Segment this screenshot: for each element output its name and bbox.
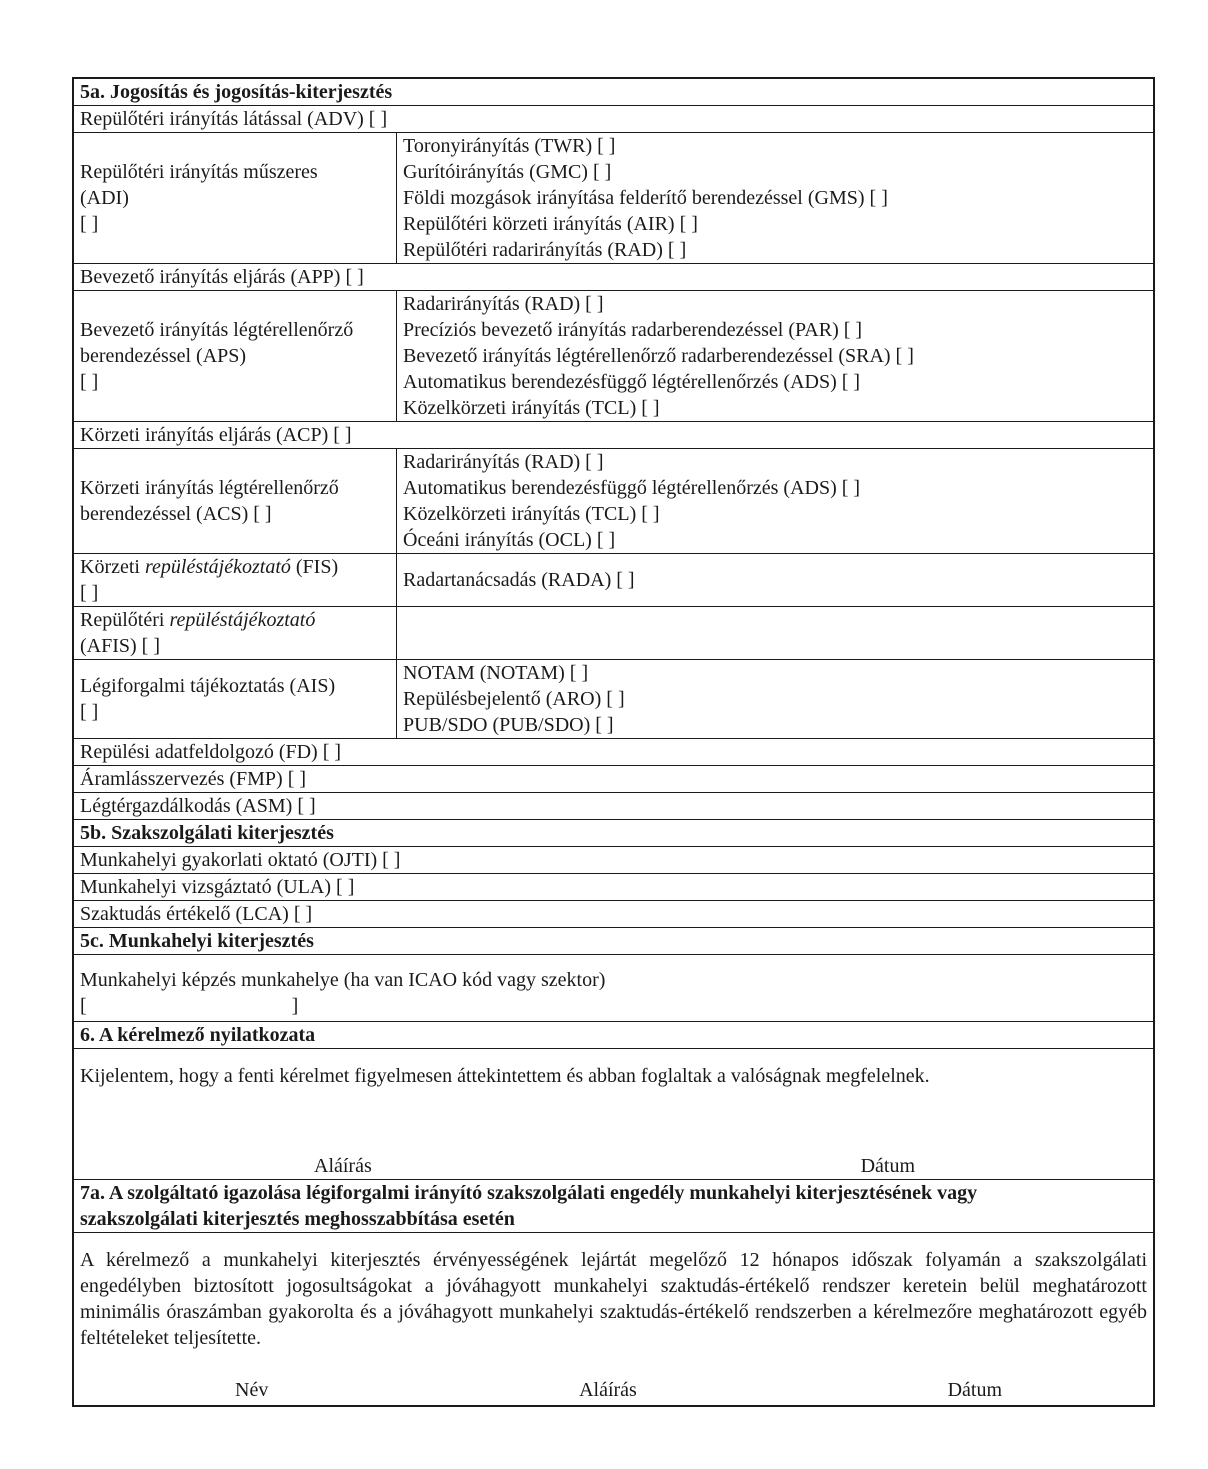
- ais-checkbox[interactable]: [ ]: [80, 701, 99, 723]
- ais-options: [397, 660, 1153, 738]
- date-label: Dátum: [860, 1155, 915, 1177]
- row-app: [74, 264, 1153, 291]
- workplace-field[interactable]: [ ]: [80, 995, 299, 1017]
- row-ojti: [74, 847, 1153, 874]
- row-7a-body: [74, 1233, 1153, 1405]
- air-option[interactable]: Repülőtéri körzeti irányítás (AIR) [ ]: [403, 213, 698, 235]
- row-fis: [74, 554, 1153, 607]
- fis-checkbox[interactable]: [ ]: [80, 582, 99, 604]
- aps-options: [397, 291, 1153, 421]
- certification-text: A kérelmező a munkahelyi kiterjesztés érvényességének lejártát megelőző 12 hónapos időszak folyamán a szakszolgálati engedélyben biztosított jogosultságokat a jóváhagyott munkahelyi szaktudás-értékelő rendszer keretein belül meghatározott minimális óraszámban gyakorolta és a jóváhagyott munkahelyi szaktudás-értékelő rendszerben a kérelmezőre meghatározott egyéb feltételeket teljesítette.: [80, 1249, 1147, 1349]
- aps-ads-option[interactable]: Automatikus berendezésfüggő légtérellenőrzés (ADS) [ ]: [403, 371, 861, 393]
- signature-label: Aláírás: [314, 1155, 372, 1177]
- aps-label: Bevezető irányítás légtérellenőrző berendezéssel (APS) [ ]: [74, 291, 397, 421]
- certification-signature-row: [80, 1377, 1147, 1403]
- fis-label: Körzeti repüléstájékoztató (FIS) [ ]: [74, 554, 397, 606]
- section-6-header: [74, 1022, 1153, 1049]
- row-fmp: [74, 766, 1153, 793]
- afis-checkbox[interactable]: (AFIS) [ ]: [80, 635, 160, 657]
- afis-label: Repülőtéri repüléstájékoztató (AFIS) [ ]: [74, 607, 397, 659]
- ais-label: Légiforgalmi tájékoztatás (AIS) [ ]: [74, 660, 397, 738]
- afis-options: [397, 607, 1153, 659]
- par-option[interactable]: Precíziós bevezető irányítás radarberendezéssel (PAR) [ ]: [403, 319, 863, 341]
- lca-option[interactable]: Szaktudás értékelő (LCA) [ ]: [80, 903, 313, 925]
- rad-option[interactable]: Repülőtéri radarirányítás (RAD) [ ]: [403, 239, 687, 261]
- section-6-title: 6. A kérelmező nyilatkozata: [80, 1024, 316, 1046]
- ojti-option[interactable]: Munkahelyi gyakorlati oktató (OJTI) [ ]: [80, 849, 401, 871]
- row-ais: [74, 660, 1153, 739]
- aro-option[interactable]: Repülésbejelentő (ARO) [ ]: [403, 688, 625, 710]
- row-6-body: [74, 1049, 1153, 1180]
- section-5a-title: 5a. Jogosítás és jogosítás-kiterjesztés: [80, 81, 393, 103]
- workplace-prompt: Munkahelyi képzés munkahelye (ha van ICAO kód vagy szektor): [80, 969, 606, 991]
- acs-rad-option[interactable]: Radarirányítás (RAD) [ ]: [403, 451, 604, 473]
- application-form-table: [72, 77, 1155, 1407]
- cert-signature-label: Aláírás: [579, 1379, 637, 1401]
- section-5a-header: [74, 79, 1153, 106]
- row-acp: [74, 422, 1153, 449]
- aps-rad-option[interactable]: Radarirányítás (RAD) [ ]: [403, 293, 604, 315]
- pub-sdo-option[interactable]: PUB/SDO (PUB/SDO) [ ]: [403, 714, 614, 736]
- section-5c-title: 5c. Munkahelyi kiterjesztés: [80, 930, 314, 952]
- cert-date-label: Dátum: [947, 1379, 1002, 1401]
- row-5c-body: [74, 955, 1153, 1022]
- acs-ads-option[interactable]: Automatikus berendezésfüggő légtérellenőrzés (ADS) [ ]: [403, 477, 861, 499]
- row-acs: [74, 449, 1153, 554]
- row-fd: [74, 739, 1153, 766]
- notam-option[interactable]: NOTAM (NOTAM) [ ]: [403, 662, 589, 684]
- gmc-option[interactable]: Gurítóirányítás (GMC) [ ]: [403, 161, 612, 183]
- fis-options: [397, 554, 1153, 606]
- asm-option[interactable]: Légtérgazdálkodás (ASM) [ ]: [80, 795, 316, 817]
- fmp-option[interactable]: Áramlásszervezés (FMP) [ ]: [80, 768, 307, 790]
- row-aps: [74, 291, 1153, 422]
- sra-option[interactable]: Bevezető irányítás légtérellenőrző radarberendezéssel (SRA) [ ]: [403, 345, 914, 367]
- adi-options: [397, 133, 1153, 263]
- ocl-option[interactable]: Óceáni irányítás (OCL) [ ]: [403, 529, 616, 551]
- rada-option[interactable]: Radartanácsadás (RADA) [ ]: [403, 569, 635, 591]
- gms-option[interactable]: Földi mozgások irányítása felderítő berendezéssel (GMS) [ ]: [403, 187, 888, 209]
- section-7a-header: [74, 1180, 1153, 1233]
- app-option[interactable]: Bevezető irányítás eljárás (APP) [ ]: [80, 266, 364, 288]
- row-adi: [74, 133, 1153, 264]
- acs-options: [397, 449, 1153, 553]
- section-5b-header: [74, 820, 1153, 847]
- row-ula: [74, 874, 1153, 901]
- row-afis: [74, 607, 1153, 660]
- section-5c-header: [74, 928, 1153, 955]
- acs-label: Körzeti irányítás légtérellenőrző berendezéssel (ACS) [ ]: [74, 449, 397, 553]
- adi-checkbox[interactable]: [ ]: [80, 213, 99, 235]
- adv-option[interactable]: Repülőtéri irányítás látással (ADV) [ ]: [80, 108, 388, 130]
- section-5b-title: 5b. Szakszolgálati kiterjesztés: [80, 822, 334, 844]
- fd-option[interactable]: Repülési adatfeldolgozó (FD) [ ]: [80, 741, 342, 763]
- row-adv: [74, 106, 1153, 133]
- aps-checkbox[interactable]: [ ]: [80, 371, 99, 393]
- twr-option[interactable]: Toronyirányítás (TWR) [ ]: [403, 135, 616, 157]
- adi-label: Repülőtéri irányítás műszeres (ADI) [ ]: [74, 133, 397, 263]
- signature-row: [80, 1153, 1147, 1179]
- ula-option[interactable]: Munkahelyi vizsgáztató (ULA) [ ]: [80, 876, 355, 898]
- acp-option[interactable]: Körzeti irányítás eljárás (ACP) [ ]: [80, 424, 352, 446]
- acs-tcl-option[interactable]: Közelkörzeti irányítás (TCL) [ ]: [403, 503, 660, 525]
- name-label: Név: [235, 1379, 269, 1401]
- acs-checkbox[interactable]: berendezéssel (ACS) [ ]: [80, 503, 272, 525]
- row-lca: [74, 901, 1153, 928]
- declaration-text: Kijelentem, hogy a fenti kérelmet figyelmesen áttekintettem és abban foglaltak a valóságnak megfelelnek.: [80, 1065, 930, 1087]
- aps-tcl-option[interactable]: Közelkörzeti irányítás (TCL) [ ]: [403, 397, 660, 419]
- row-asm: [74, 793, 1153, 820]
- section-7a-title: 7a. A szolgáltató igazolása légiforgalmi irányító szakszolgálati engedély munkahelyi kiterjesztésének vagy szakszolgálati kiterjesztés meghosszabbítása esetén: [80, 1182, 978, 1230]
